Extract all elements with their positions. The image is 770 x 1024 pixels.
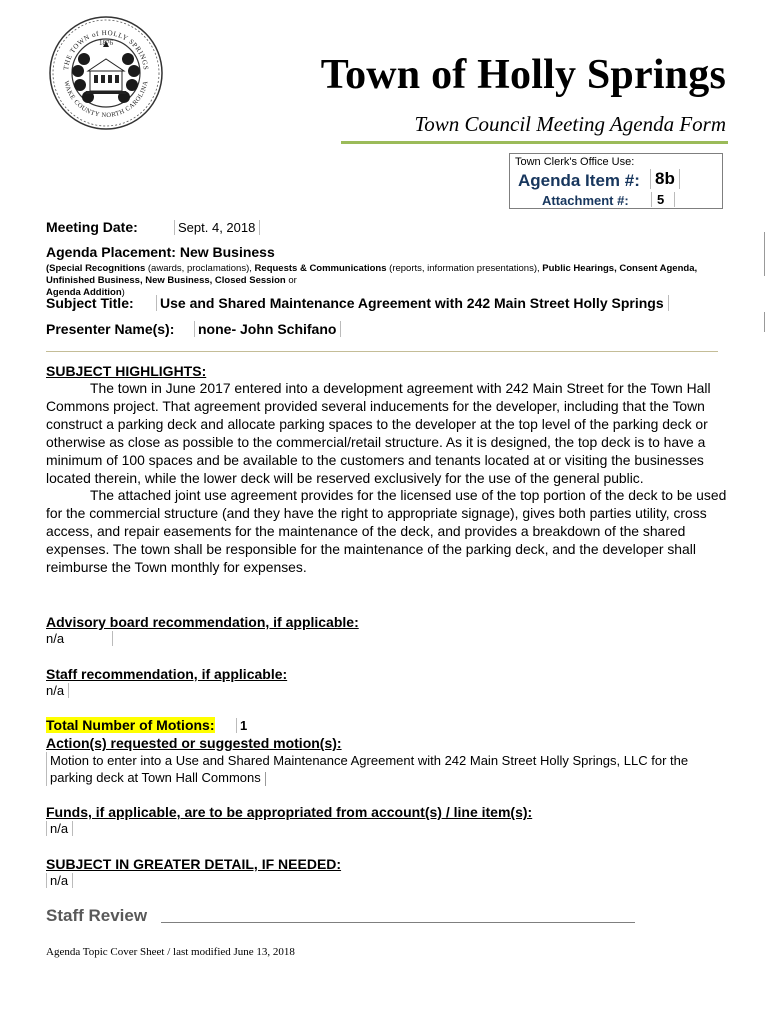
highlights-paragraph-2: The attached joint use agreement provides for the licensed use of the top portion of the deck to be used for the commercial structure (and they have the right to appropriate signage), gives both parties utility, cross access, and repair easements for the maintenance of the deck, and provides a breakdown of the shared expenses. The town shall be responsible for the maintenance of the parking deck, and the developer shall reimburse the Town monthly for expenses. — [46, 487, 727, 576]
detail-field[interactable]: n/a — [46, 873, 73, 888]
svg-text:WAKE COUNTY NORTH CAROLINA: WAKE COUNTY NORTH CAROLINA — [62, 80, 150, 120]
section-divider — [46, 351, 718, 352]
subject-highlights-body[interactable] — [46, 380, 730, 577]
page-subtitle: Town Council Meeting Agenda Form — [414, 112, 726, 136]
meeting-date-label: Meeting Date: — [46, 219, 138, 235]
attachment-value[interactable]: 5 — [651, 192, 675, 207]
presenter-field[interactable]: none- John Schifano — [194, 321, 341, 337]
meeting-date-field[interactable]: Sept. 4, 2018 — [174, 220, 260, 235]
edge-mark — [764, 312, 765, 332]
agenda-item-label: Agenda Item #: — [518, 171, 640, 190]
agenda-placement-options: (Special Recognitions (awards, proclamations), Requests & Communications (reports, information presentations), Public Hearings, Consent Agenda, Unfinished Business, New Business, Closed Session or Agenda Addition) — [46, 263, 698, 298]
highlights-paragraph-1: The town in June 2017 entered into a development agreement with 242 Main Street for the Town Hall Commons project. That agreement provided several inducements for the developer, including that the Town construct a parking deck and allocate parking spaces to the developer at the top level of the parking deck or otherwise as close as possible to the commercial/retail structure. As it is designed, the top deck is to have a minimum of 100 spaces and be available to the customers and tenants located at or visiting the businesses located therein, while the lower deck will be reserved exclusively for the use of the general public. — [46, 380, 711, 486]
attachment-label: Attachment #: — [542, 193, 629, 208]
subject-title-label: Subject Title: — [46, 295, 134, 311]
agenda-item-value[interactable]: 8b — [650, 169, 680, 189]
presenter-label: Presenter Name(s): — [46, 321, 175, 337]
agenda-placement-label: Agenda Placement: — [46, 244, 176, 260]
svg-text:THE TOWN of HOLLY SPRINGS: THE TOWN of HOLLY SPRINGS — [62, 28, 150, 71]
staff-review-label: Staff Review — [46, 906, 148, 925]
footer-note: Agenda Topic Cover Sheet / last modified June 13, 2018 — [46, 946, 295, 958]
subject-title-field[interactable]: Use and Shared Maintenance Agreement with 242 Main Street Holly Springs — [156, 295, 669, 311]
seal-year: 1876 — [99, 39, 113, 47]
staff-review-signature-line[interactable] — [161, 922, 635, 923]
funds-field[interactable]: n/a — [46, 821, 73, 836]
motions-field[interactable]: Motion to enter into a Use and Shared Maintenance Agreement with 242 Main Street Holly Springs, LLC for the parking deck at Town Hall Commons — [46, 752, 720, 786]
page-title: Town of Holly Springs — [320, 52, 726, 98]
agenda-placement — [46, 244, 275, 260]
staff-recommendation-heading: Staff recommendation, if applicable: — [46, 666, 288, 682]
advisory-field[interactable]: n/a — [46, 631, 113, 646]
total-motions-value[interactable]: 1 — [236, 718, 247, 733]
subject-highlights-heading: SUBJECT HIGHLIGHTS: — [46, 363, 207, 379]
title-divider — [341, 141, 728, 144]
advisory-heading: Advisory board recommendation, if applicable: — [46, 614, 359, 630]
town-seal — [48, 15, 164, 131]
staff-recommendation-field[interactable]: n/a — [46, 683, 69, 698]
total-motions-label: Total Number of Motions: — [46, 717, 215, 733]
agenda-placement-value[interactable]: New Business — [179, 244, 275, 260]
funds-heading: Funds, if applicable, are to be appropriated from account(s) / line item(s): — [46, 804, 533, 820]
edge-mark — [764, 232, 765, 276]
motions-heading: Action(s) requested or suggested motion(s): — [46, 735, 342, 751]
detail-heading: SUBJECT IN GREATER DETAIL, IF NEEDED: — [46, 856, 342, 872]
clerk-office-label: Town Clerk's Office Use: — [515, 156, 635, 168]
